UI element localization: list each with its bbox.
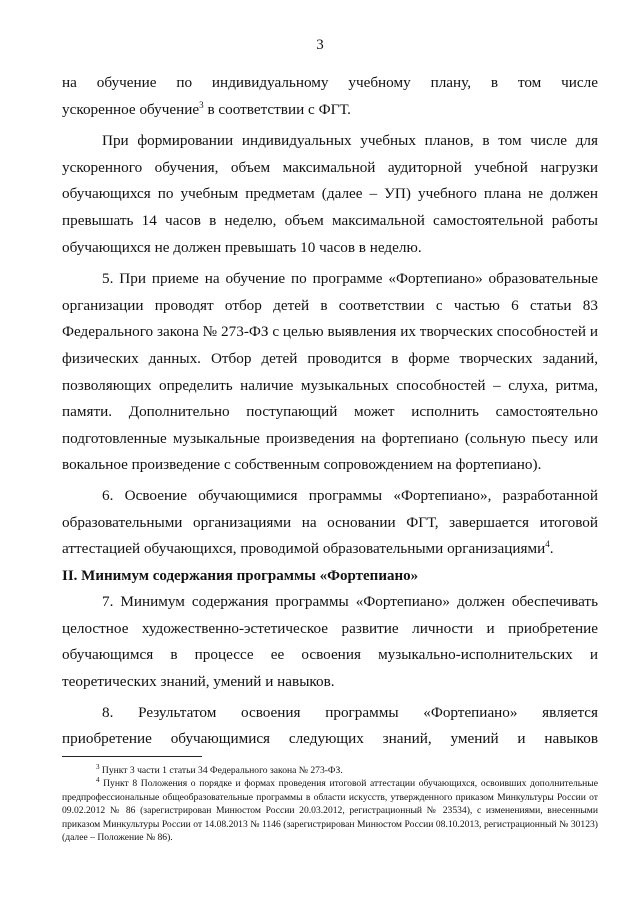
footnote-divider xyxy=(62,756,202,757)
footnote-ref-3[interactable]: 3 xyxy=(199,99,204,110)
footnote-3 xyxy=(62,764,598,777)
paragraph-1-line-1: на обучение по индивидуальному учебному плану, в том числе xyxy=(62,74,598,91)
paragraph-4 xyxy=(62,483,598,563)
paragraph-1-text-b: в соответствии с ФГТ. xyxy=(203,100,351,118)
paragraph-1-line-2 xyxy=(62,97,598,124)
paragraph-3: 5. При приеме на обучение по программе «Фортепиано» образовательные организации проводят отбор детей в соответствии с частью 6 статьи 83 Федерального закона № 273-ФЗ с целью выявления их творческих способностей и физических данных. Отбор детей проводится в форме творческих заданий, позволяющих определить наличие музыкальных способностей – слуха, ритма, памяти. Дополнительно поступающий может исполнить самостоятельно подготовленные музыкальные произведения на фортепиано (сольную пьесу или вокальное произведение с собственным сопровождением на фортепиано). xyxy=(62,270,598,474)
page-number: 3 xyxy=(316,37,324,53)
footnote-4-text: Пункт 8 Положения о порядке и формах проведения итоговой аттестации обучающихся, освоивших дополнительные предпрофессиональные общеобразовательные программы в области искусств, утвержденного приказом Минкультуры России от 09.02.2012 № 86 (зарегистрирован Минюстом России 20.03.2012, регистрационный № 23534), с изменениями, внесенными приказом Минкультуры России от 14.08.2013 № 1146 (зарегистрирован Минюстом России 08.10.2013, регистрационный № 30123) (далее – Положение № 86). xyxy=(62,778,598,844)
section-heading: II. Минимум содержания программы «Фортепиано» xyxy=(62,567,419,584)
footnote-4-number: 4 xyxy=(96,776,100,785)
paragraph-4-text-a: 6. Освоение обучающимися программы «Фортепиано», разработанной образовательными организациями на основании ФГТ, завершается итоговой аттестацией обучающихся, проводимой образовательными организациями xyxy=(62,486,598,558)
footnotes xyxy=(62,764,598,844)
paragraph-6-line-2: приобретение обучающимися следующих знаний, умений и навыков xyxy=(62,730,598,748)
paragraph-5: 7. Минимум содержания программы «Фортепиано» должен обеспечивать целостное художественно-эстетическое развитие личности и приобретение обучающимся в процессе ее освоения музыкально-исполнительских и теоретических знаний, умений и навыков. xyxy=(62,593,598,691)
paragraph-2: При формировании индивидуальных учебных планов, в том числе для ускоренного обучения, объем максимальной аудиторной учебной нагрузки обучающихся по учебным предметам (далее – УП) учебного плана не должен превышать 14 часов в неделю, объем максимальной самостоятельной работы обучающихся не должен превышать 10 часов в неделю. xyxy=(62,132,598,256)
paragraph-6-line-1: 8. Результатом освоения программы «Фортепиано» является xyxy=(102,703,598,721)
footnote-3-number: 3 xyxy=(96,762,100,771)
footnote-3-text: Пункт 3 части 1 статьи 34 Федерального закона № 273-ФЗ. xyxy=(99,765,343,776)
footnote-ref-4[interactable]: 4 xyxy=(545,539,550,550)
paragraph-1-text-a: ускоренное обучение xyxy=(62,100,200,118)
document-body xyxy=(62,70,598,753)
paragraph-4-text-b: . xyxy=(549,540,554,558)
footnote-4 xyxy=(62,777,598,844)
